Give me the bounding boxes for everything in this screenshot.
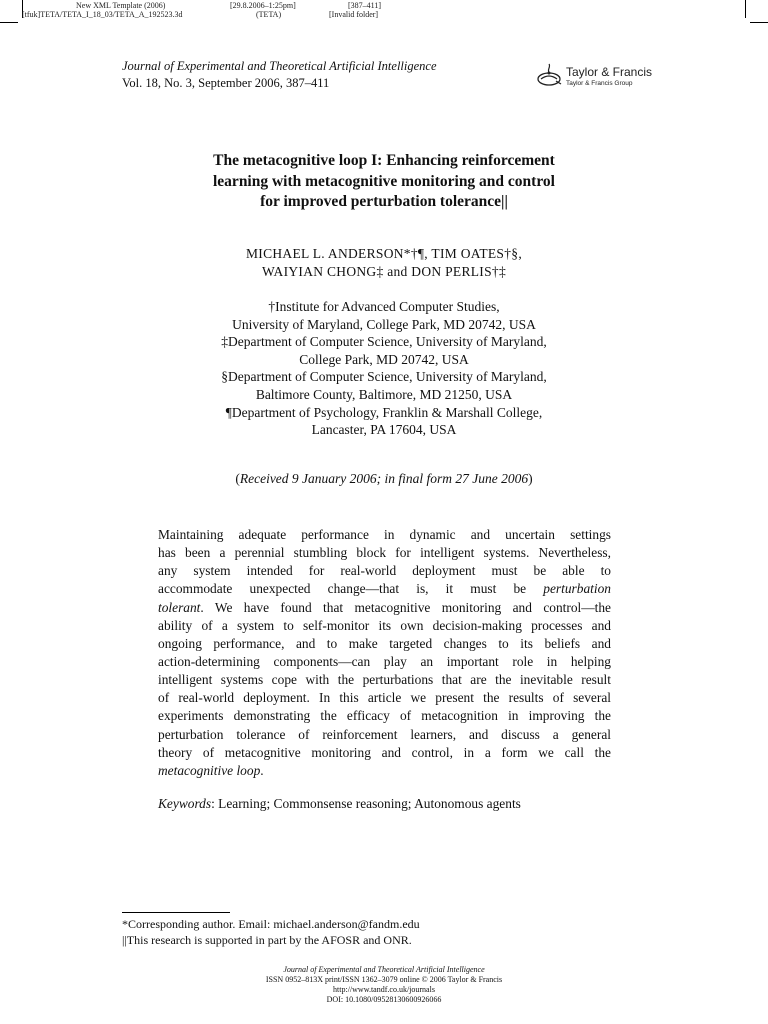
abstract-line: of real-world deployment. In this article we present the results of several xyxy=(158,690,611,706)
affiliation-line: ¶Department of Psychology, Franklin & Marshall College, xyxy=(225,404,543,420)
abstract-line: ongoing performance, and to make targeted changes to its beliefs and xyxy=(158,635,611,651)
abstract-line: ability of a system to self-monitor its own decision-making processes and xyxy=(158,617,611,633)
footnote-rule xyxy=(122,912,230,913)
printer-header-folder: [Invalid folder] xyxy=(329,10,379,19)
abstract-line: perturbation tolerance of reinforcement learners, and discuss a general xyxy=(158,726,611,742)
printer-header-file-path: [tfuk]TETA/TETA_I_18_03/TETA_A_192523.3d xyxy=(22,10,183,19)
footer-doi: DOI: 10.1080/09528130600926066 xyxy=(326,995,442,1004)
title-line: The metacognitive loop I: Enhancing reinforcement xyxy=(213,152,555,169)
article-title xyxy=(150,151,618,213)
author-line: WAIYIAN CHONG‡ and DON PERLIS†‡ xyxy=(261,264,507,279)
affiliation-line: Lancaster, PA 17604, USA xyxy=(311,422,457,438)
footnote-funding: ||This research is supported in part by the AFOSR and ONR. xyxy=(122,932,412,947)
author-line: MICHAEL L. ANDERSON*†¶, TIM OATES†§, xyxy=(245,246,523,261)
keywords xyxy=(158,796,521,812)
journal-header xyxy=(122,58,437,92)
author-list xyxy=(150,245,618,281)
keywords-values: : Learning; Commonsense reasoning; Autonomous agents xyxy=(211,796,521,811)
journal-volume: Vol. 18, No. 3, September 2006, 387–411 xyxy=(122,76,330,90)
received-text: Received 9 January 2006; in final form 27 June 2006 xyxy=(239,471,529,486)
affiliation-line: College Park, MD 20742, USA xyxy=(299,351,469,367)
crop-mark-top-left-horizontal xyxy=(0,22,18,23)
affiliations xyxy=(150,298,618,439)
page-footer xyxy=(150,965,618,1005)
printer-header-datetime: [29.8.2006–1:25pm] xyxy=(230,1,296,10)
abstract-line: has been a perennial stumbling block for intelligent systems. Nevertheless, xyxy=(158,545,611,561)
publisher-group: Taylor & Francis Group xyxy=(566,80,633,87)
affiliation-line: University of Maryland, College Park, MD 20742, USA xyxy=(232,316,536,332)
received-dates: (Received 9 January 2006; in final form 27 June 2006) xyxy=(235,471,533,486)
keywords-label: Keywords xyxy=(158,796,212,811)
publisher-logo xyxy=(536,62,656,92)
footnote-corresponding-author: *Corresponding author. Email: michael.anderson@fandm.edu xyxy=(122,917,420,931)
footer-issn: ISSN 0952–813X print/ISSN 1362–3079 online © 2006 Taylor & Francis xyxy=(265,975,503,984)
affiliation-line: †Institute for Advanced Computer Studies, xyxy=(268,299,500,314)
abstract-line: any system intended for real-world deployment must be able to xyxy=(158,563,611,579)
footer-url: http://www.tandf.co.uk/journals xyxy=(333,985,435,994)
abstract-line: experiments demonstrating the efficacy of metacognition in improving the xyxy=(158,708,611,724)
printer-header-code: (TETA) xyxy=(256,10,282,19)
abstract-line: tolerant. We have found that metacognitive monitoring and control—the xyxy=(158,599,611,615)
abstract-line: Maintaining adequate performance in dynamic and uncertain settings xyxy=(158,527,611,542)
journal-name: Journal of Experimental and Theoretical Artificial Intelligence xyxy=(122,59,437,73)
abstract-line: theory of metacognitive monitoring and control, in a form we call the xyxy=(158,744,611,760)
abstract xyxy=(158,526,611,780)
footnotes xyxy=(122,917,420,948)
abstract-line: accommodate unexpected change—that is, it must be perturbation xyxy=(158,581,611,597)
abstract-line: intelligent systems cope with the perturbations that are the inevitable result xyxy=(158,672,611,688)
crop-mark-top-right-vertical xyxy=(745,0,746,18)
footer-journal: Journal of Experimental and Theoretical Artificial Intelligence xyxy=(283,965,485,974)
abstract-line: metacognitive loop. xyxy=(158,762,264,778)
affiliation-line: ‡Department of Computer Science, University of Maryland, xyxy=(221,334,547,350)
affiliation-line: Baltimore County, Baltimore, MD 21250, USA xyxy=(255,386,513,402)
crop-mark-top-right-horizontal xyxy=(750,22,768,23)
title-line: for improved perturbation tolerance|| xyxy=(260,193,508,210)
printer-header-template: New XML Template (2006) xyxy=(76,1,166,10)
publisher-name: Taylor & Francis xyxy=(566,65,653,79)
affiliation-line: §Department of Computer Science, University of Maryland, xyxy=(221,369,547,385)
abstract-line: action-determining components—can play an important role in helping xyxy=(158,653,611,669)
lamp-icon xyxy=(536,62,562,88)
title-line: learning with metacognitive monitoring and control xyxy=(213,172,555,190)
printer-header-pages: [387–411] xyxy=(348,1,382,10)
